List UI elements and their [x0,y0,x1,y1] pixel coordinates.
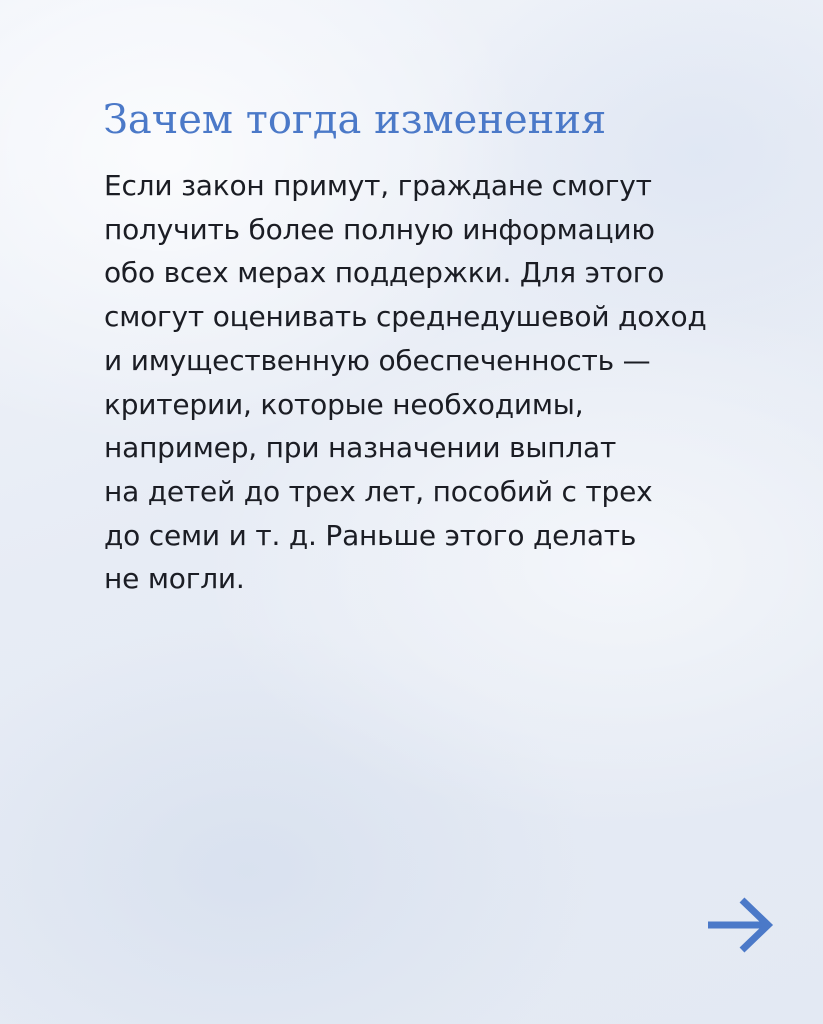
body-line: на детей до трех лет, пособий с трех [104,474,653,508]
body-line: получить более полную информацию [104,212,655,246]
next-slide-button[interactable] [702,893,776,957]
slide-body [104,164,804,601]
body-line: например, при назначении выплат [104,431,617,465]
slide-title: Зачем тогда изменения [103,97,607,143]
body-line: критерии, которые необходимы, [104,387,584,421]
body-line: обо всех мерах поддержки. Для этого [104,256,665,290]
body-line: и имущественную обеспеченность — [104,343,651,377]
body-line: не могли. [104,562,245,596]
body-line: Если закон примут, граждане смогут [104,169,652,202]
body-line: смогут оценивать среднедушевой доход [104,300,707,334]
arrow-right-icon [702,893,776,957]
body-line: до семи и т. д. Раньше этого делать [104,518,637,552]
